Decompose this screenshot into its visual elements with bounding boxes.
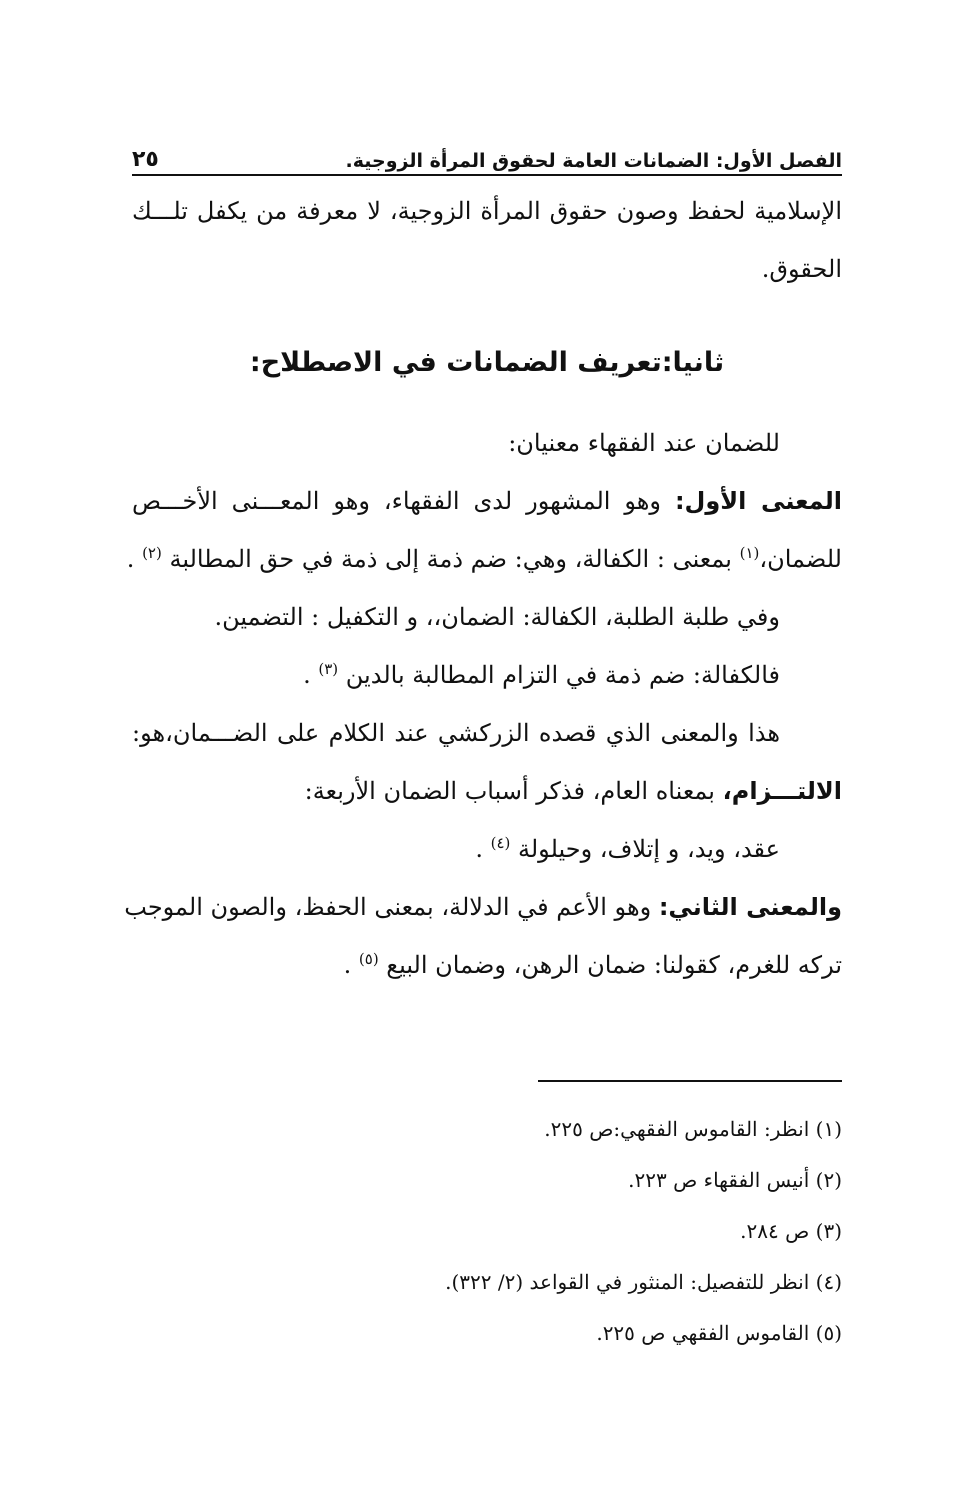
text-span: للضمان، xyxy=(759,545,842,573)
paragraph-first-meaning xyxy=(132,472,842,530)
text-span: بمعنى : الكفالة، وهي: ضم ذمة إلى ذمة في حق المطالبة xyxy=(161,545,740,573)
text-line: الإسلامية لحفظ وصون حقوق المرأة الزوجية، لا معرفة من يكفل تلـــك xyxy=(132,197,842,225)
text-line: هذا والمعنى الذي قصده الزركشي عند الكلام على الضـــمان،هو: xyxy=(132,719,780,747)
text-line xyxy=(132,936,842,994)
text-line xyxy=(132,762,842,820)
footnotes xyxy=(132,1104,842,1359)
text-line: الحقوق. xyxy=(761,255,842,283)
footnote-ref: (٢) xyxy=(142,544,162,562)
text-line xyxy=(132,820,842,878)
text-span: وهو المشهور لدى الفقهاء، وهو المعـــنى الأخـــص xyxy=(132,487,675,515)
paragraph-second-meaning xyxy=(124,878,842,936)
text-span: وهو الأعم في الدلالة، بمعنى الحفظ، والصون الموجب xyxy=(124,893,659,921)
text-line: للضمان عند الفقهاء معنيان: xyxy=(508,429,780,457)
term-first-meaning: المعنى الأول: xyxy=(674,487,842,515)
section-heading: ثانيا:تعريف الضمانات في الاصطلاح: xyxy=(249,347,725,378)
text-span: . xyxy=(303,661,319,689)
header-title: الفصل الأول: الضمانات العامة لحقوق المرأة الزوجية. xyxy=(345,150,842,172)
text-line xyxy=(132,646,842,704)
footnote: (٢) أنيس الفقهاء ص ٢٢٣. xyxy=(628,1168,842,1192)
footnote-ref: (٤) xyxy=(490,834,511,852)
page-number: ٢٥ xyxy=(132,147,159,172)
text-span: تركه للغرم، كقولنا: ضمان الرهن، وضمان البيع xyxy=(378,951,842,979)
text-line: وفي طلبة الطلبة، الكفالة: الضمان،، و التكفيل : التضمين. xyxy=(214,603,780,631)
main-text xyxy=(124,182,842,994)
footnote-separator xyxy=(538,1080,842,1082)
text-span: بمعناه العام، فذكر أسباب الضمان الأربعة: xyxy=(304,777,723,805)
header-rule xyxy=(132,174,842,176)
text-line xyxy=(126,530,842,588)
running-header xyxy=(132,138,842,172)
text-span: فالكفالة: ضم ذمة في التزام المطالبة بالدين xyxy=(338,661,780,689)
footnote: (٥) القاموس الفقهي ص ٢٢٥. xyxy=(596,1321,842,1345)
footnote-ref: (١) xyxy=(739,544,760,562)
footnote-ref: (٥) xyxy=(358,950,379,968)
text-span: عقد، ويد، و إتلاف، وحيلولة xyxy=(510,835,780,863)
footnote: (٤) انظر للتفصيل: المنثور في القواعد (٢/ ٣٢٢). xyxy=(445,1270,842,1294)
term-iltizam: الالتـــزام، xyxy=(722,777,842,805)
footnote: (١) انظر: القاموس الفقهي:ص ٢٢٥. xyxy=(544,1117,842,1141)
footnote: (٣) ص ٢٨٤. xyxy=(740,1219,842,1243)
text-span: . xyxy=(475,835,491,863)
text-span: . xyxy=(126,545,143,573)
footnote-ref: (٣) xyxy=(318,660,339,678)
text-span: . xyxy=(343,951,359,979)
term-second-meaning: والمعنى الثاني: xyxy=(658,893,842,921)
